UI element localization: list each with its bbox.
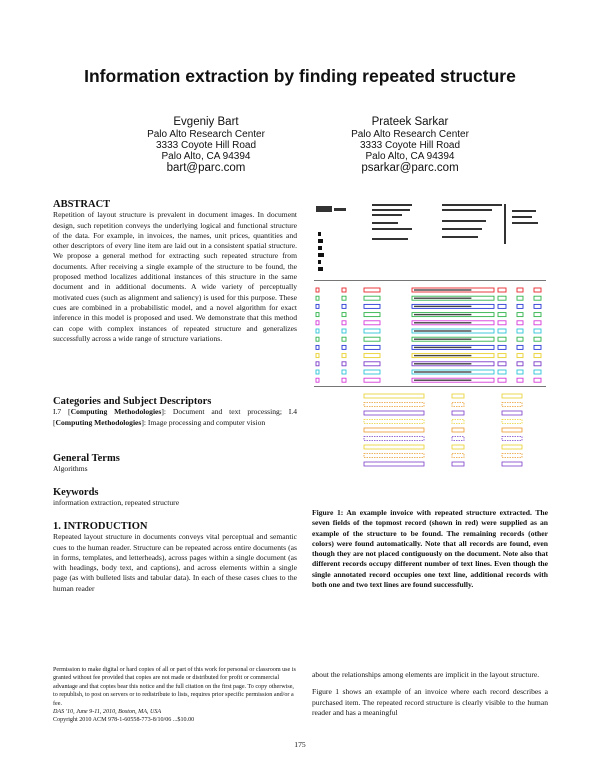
record-field-box — [498, 337, 506, 341]
paragraph: Figure 1 shows an example of an invoice where each record describes a purchased item. The repeated record structure is clearly visible to the human reader and has a meaningful — [312, 687, 548, 717]
record-field-box — [364, 462, 424, 466]
record-field-box — [534, 329, 541, 333]
record-field-box — [342, 296, 346, 300]
record-field-box — [316, 362, 319, 366]
record-field-box — [502, 403, 522, 407]
record-field-box — [498, 370, 506, 374]
record-field-box — [342, 321, 346, 325]
record-text — [414, 322, 471, 323]
introduction-text: Repeated layout structure in documents conveys vital perceptual and semantic cues to the human reader. Structure can be repeated across entire documents (as in forms, templates, and letterheads), across pages within a single document (as with headings, body text, and captions), and across elements within a single page (as with bulleted lists and tabular data). In each of these cases clues to the human reader — [53, 532, 297, 593]
record-field-box — [517, 321, 523, 325]
copyright-footnote — [53, 666, 297, 725]
record-field-box — [364, 454, 424, 458]
record-field-box — [517, 288, 523, 292]
record-field-box — [364, 445, 424, 449]
record-field-box — [342, 378, 346, 382]
author-city: Palo Alto, CA 94394 — [161, 151, 251, 162]
record-field-box — [502, 462, 522, 466]
general-terms-text: Algorithms — [53, 464, 88, 474]
general-terms-section — [53, 454, 297, 475]
record-field-box — [498, 362, 506, 366]
record-field-box — [502, 428, 522, 432]
author-org: Palo Alto Research Center — [351, 129, 469, 140]
record-field-box — [364, 437, 424, 441]
abstract-section — [53, 200, 297, 344]
introduction-section — [53, 522, 297, 594]
record-field-box — [534, 362, 541, 366]
record-field-box — [452, 403, 464, 407]
record-field-box — [452, 445, 464, 449]
record-field-box — [452, 454, 464, 458]
barcode — [318, 232, 324, 271]
record-text — [414, 339, 471, 340]
section-heading: General Terms — [53, 453, 120, 464]
record-text — [414, 314, 471, 315]
record-text — [414, 289, 471, 290]
record-field-box — [342, 362, 346, 366]
record-field-box — [316, 321, 319, 325]
table-divider — [314, 280, 546, 281]
author-street: 3333 Coyote Hill Road — [155, 140, 257, 151]
record-field-box — [364, 321, 380, 325]
record-field-box — [498, 321, 506, 325]
table-divider — [314, 386, 546, 387]
record-text — [414, 355, 471, 356]
record-field-box — [342, 288, 346, 292]
record-field-box — [316, 313, 319, 317]
record-field-box — [498, 304, 506, 308]
record-field-box — [498, 313, 506, 317]
section-heading: ABSTRACT — [53, 199, 111, 210]
author-block-2 — [310, 116, 510, 175]
record-field-box — [502, 411, 522, 415]
record-field-box — [364, 394, 424, 398]
record-field-box — [534, 296, 541, 300]
section-heading: Categories and Subject Descriptors — [53, 396, 212, 407]
record-field-box — [517, 362, 523, 366]
record-field-box — [342, 345, 346, 349]
section-heading: 1. INTRODUCTION — [53, 521, 148, 532]
record-field-box — [498, 345, 506, 349]
record-field-box — [342, 304, 346, 308]
author-name: Evgeniy Bart — [173, 116, 239, 128]
record-field-box — [498, 288, 506, 292]
record-field-box — [534, 370, 541, 374]
record-field-box — [364, 354, 380, 358]
record-field-box — [534, 304, 541, 308]
record-field-box — [452, 437, 464, 441]
right-column-text — [312, 670, 548, 718]
record-field-box — [364, 345, 380, 349]
section-heading: Keywords — [53, 487, 99, 498]
record-field-box — [316, 337, 319, 341]
author-org: Palo Alto Research Center — [147, 129, 265, 140]
record-field-box — [316, 354, 319, 358]
record-field-box — [502, 445, 522, 449]
record-field-box — [517, 337, 523, 341]
record-text — [414, 306, 471, 307]
record-field-box — [517, 296, 523, 300]
record-field-box — [534, 354, 541, 358]
record-list — [316, 288, 541, 382]
record-text — [414, 380, 471, 381]
record-field-box — [364, 370, 380, 374]
record-field-box — [364, 420, 424, 424]
record-field-box — [364, 296, 380, 300]
record-field-box — [498, 329, 506, 333]
record-field-box — [316, 378, 319, 382]
record-field-box — [502, 394, 522, 398]
invoice-footer-rows — [364, 394, 522, 466]
categories-text: I.7 [Computing Methodologies]: Document and text processing; I.4 [Computing Methodologies]: Image processing and computer vision — [53, 407, 297, 427]
record-field-box — [364, 337, 380, 341]
record-field-box — [517, 304, 523, 308]
record-field-box — [517, 354, 523, 358]
record-field-box — [498, 378, 506, 382]
record-field-box — [502, 420, 522, 424]
author-email[interactable]: psarkar@parc.com — [361, 162, 459, 174]
author-street: 3333 Coyote Hill Road — [359, 140, 461, 151]
record-field-box — [316, 296, 319, 300]
permission-text: Permission to make digital or hard copies of all or part of this work for personal or classroom use is granted without fee provided that copies are not made or distributed for profit or commercial advantage and that copies bear this notice and the full citation on the first page. To copy otherwise, to republish, to post on servers or to redistribute to lists, requires prior specific permission and/or a fee. — [53, 667, 296, 707]
keywords-text: information extraction, repeated structure — [53, 498, 180, 508]
record-field-box — [517, 329, 523, 333]
author-email[interactable]: bart@parc.com — [166, 162, 246, 174]
record-field-box — [364, 304, 380, 308]
categories-section — [53, 397, 297, 428]
record-field-box — [364, 378, 380, 382]
record-field-box — [517, 378, 523, 382]
record-field-box — [452, 462, 464, 466]
record-field-box — [316, 345, 319, 349]
record-field-box — [534, 288, 541, 292]
keywords-section — [53, 488, 297, 509]
copyright-text: Copyright 2010 ACM 978-1-60558-773-8/10/06 ...$10.00 — [53, 717, 195, 724]
record-field-box — [364, 362, 380, 366]
record-field-box — [316, 304, 319, 308]
record-field-box — [498, 296, 506, 300]
record-field-box — [534, 378, 541, 382]
author-block-1 — [106, 116, 306, 175]
invoice-image — [312, 200, 548, 490]
record-text — [414, 347, 471, 348]
record-field-box — [452, 411, 464, 415]
record-field-box — [364, 428, 424, 432]
record-field-box — [534, 345, 541, 349]
paper-title: Information extraction by finding repeated structure — [84, 66, 516, 86]
invoice-header — [316, 204, 538, 244]
record-field-box — [502, 437, 522, 441]
record-field-box — [342, 313, 346, 317]
record-field-box — [316, 329, 319, 333]
record-field-box — [517, 370, 523, 374]
record-field-box — [316, 370, 319, 374]
record-field-box — [364, 411, 424, 415]
record-field-box — [364, 403, 424, 407]
record-text — [414, 298, 471, 299]
record-field-box — [534, 337, 541, 341]
record-text — [414, 363, 471, 364]
record-field-box — [517, 313, 523, 317]
record-field-box — [342, 370, 346, 374]
record-field-box — [534, 313, 541, 317]
author-name: Prateek Sarkar — [371, 116, 449, 128]
invoice-figure — [312, 200, 548, 490]
page-number: 175 — [294, 740, 306, 749]
record-field-box — [342, 337, 346, 341]
record-field-box — [452, 428, 464, 432]
record-text — [414, 330, 471, 331]
record-field-box — [342, 329, 346, 333]
record-field-box — [498, 354, 506, 358]
record-field-box — [364, 313, 380, 317]
record-field-box — [316, 288, 319, 292]
record-field-box — [364, 329, 380, 333]
record-text — [414, 371, 471, 372]
author-city: Palo Alto, CA 94394 — [365, 151, 455, 162]
record-field-box — [342, 354, 346, 358]
record-field-box — [517, 345, 523, 349]
record-field-box — [534, 321, 541, 325]
paragraph: about the relationships among elements are implicit in the layout structure. — [312, 670, 540, 679]
venue-text: DAS '10, June 9-11, 2010, Boston, MA, USA — [53, 709, 162, 716]
figure-caption: Figure 1: An example invoice with repeated structure extracted. The seven fields of the topmost record (shown in red) were supplied as an example of the structure to be found. The remaining records (other colors) were found automatically. Note that all records are found, even though they are not placed contiguously on the document. Note also that different records occupy different number of text lines. Even though the single annotated record occupies one text line, additional records with both one and two text lines are found successfully. — [312, 508, 548, 590]
record-field-box — [452, 420, 464, 424]
record-field-box — [364, 288, 380, 292]
record-field-box — [502, 454, 522, 458]
abstract-text: Repetition of layout structure is prevalent in document images. In document design, such repetition conveys the underlying logical and functional structure of the data. For example, in invoices, the names, unit prices, quantities and other descriptors of every line item are laid out in a consistent spatial structure. We propose a general method for extracting such repeated structure from documents. After receiving a single example of the structure to be found, the proposed method localizes additional instances of this structure in the same document and in additional documents. A wide variety of perceptually motivated cues (such as alignment and saliency) is used for this purpose. These cues are combined in a probabilistic model, and a novel algorithm for exact inference in this model is proposed and used. We demonstrate that this method can cope with complex instances of repeated structure and generalizes successfully across a wide range of structure variations. — [53, 210, 297, 343]
record-field-box — [452, 394, 464, 398]
